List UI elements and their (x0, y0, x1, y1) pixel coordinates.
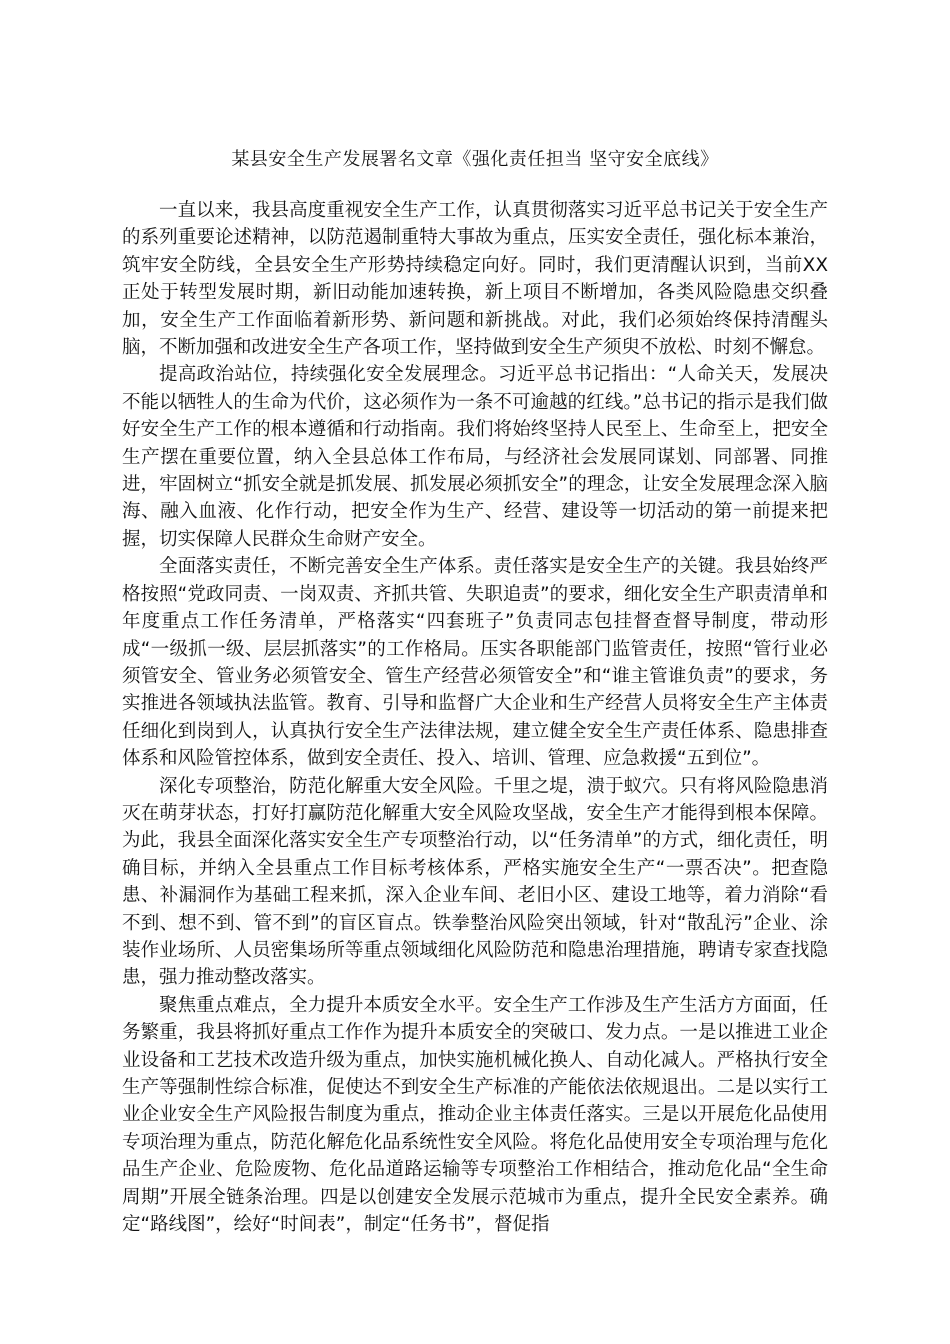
paragraph-key-difficulties: 聚焦重点难点，全力提升本质安全水平。安全生产工作涉及生产生活方方面面，任务繁重，我县将抓好重点工作作为提升本质安全的突破口、发力点。一是以推进工业企业设备和工艺技术改造升级为重点，加快实施机械化换人、自动化减人。严格执行安全生产等强制性综合标准，促使达不到安全生产标准的产能依法依规退出。二是以实行工业企业安全生产风险报告制度为重点，推动企业主体责任落实。三是以开展危化品使用专项治理为重点，防范化解危化品系统性安全风险。将危化品使用安全专项治理与危化品生产企业、危险废物、危化品道路运输等专项整治工作相结合，推动危化品“全生命周期”开展全链条治理。四是以创建安全发展示范城市为重点，提升全民安全素养。确定“路线图”，绘好“时间表”，制定“任务书”，督促指 (122, 994, 828, 1236)
document-title: 某县安全生产发展署名文章《强化责任担当 坚守安全底线》 (231, 149, 719, 170)
paragraph-intro: 一直以来，我县高度重视安全生产工作，认真贯彻落实习近平总书记关于安全生产的系列重要论述精神，以防范遏制重特大事故为重点，压实安全责任，强化标本兼治，筑牢安全防线，全县安全生产形势持续稳定向好。同时，我们更清醒认识到，当前XX正处于转型发展时期，新旧动能加速转换，新上项目不断增加，各类风险隐患交织叠加，安全生产工作面临着新形势、新问题和新挑战。对此，我们必须始终保持清醒头脑，不断加强和改进安全生产各项工作，坚持做到安全生产须臾不放松、时刻不懈怠。 (122, 200, 828, 359)
paragraph-responsibility: 全面落实责任，不断完善安全生产体系。责任落实是安全生产的关键。我县始终严格按照“党政同责、一岗双责、齐抓共管、失职追责”的要求，细化安全生产职责清单和年度重点工作任务清单，严格落实“四套班子”负责同志包挂督查督导制度，带动形成“一级抓一级、层层抓落实”的工作格局。压实各职能部门监管责任，按照“管行业必须管安全、管业务必须管安全、管生产经营必须管安全”和“谁主管谁负责”的要求，务实推进各领域执法监管。教育、引导和监督广大企业和生产经营人员将安全生产主体责任细化到岗到人，认真执行安全生产法律法规，建立健全安全生产责任体系、隐患排查体系和风险管控体系，做到安全责任、投入、培训、管理、应急救援“五到位”。 (122, 556, 828, 770)
document-body (122, 197, 828, 1238)
paragraph-political-stance: 提高政治站位，持续强化安全发展理念。习近平总书记指出：“人命关天，发展决不能以牺牲人的生命为代价，这必须作为一条不可逾越的红线。”总书记的指示是我们做好安全生产工作的根本遵循和行动指南。我们将始终坚持人民至上、生命至上，把安全生产摆在重要位置，纳入全县总体工作布局，与经济社会发展同谋划、同部署、同推进，牢固树立“抓安全就是抓发展、抓发展必须抓安全”的理念，让安全发展理念深入脑海、融入血液、化作行动，把安全作为生产、经营、建设等一切活动的第一前提来把握，切实保障人民群众生命财产安全。 (122, 364, 828, 550)
paragraph-special-rectification: 深化专项整治，防范化解重大安全风险。千里之堤，溃于蚁穴。只有将风险隐患消灭在萌芽状态，打好打赢防范化解重大安全风险攻坚战，安全生产才能得到根本保障。为此，我县全面深化落实安全生产专项整治行动，以“任务清单”的方式，细化责任，明确目标，并纳入全县重点工作目标考核体系，严格实施安全生产“一票否决”。把查隐患、补漏洞作为基础工程来抓，深入企业车间、老旧小区、建设工地等，着力消除“看不到、想不到、管不到”的盲区盲点。铁拳整治风险突出领域，针对“散乱污”企业、涂装作业场所、人员密集场所等重点领域细化风险防范和隐患治理措施，聘请专家查找隐患，强力推动整改落实。 (122, 775, 828, 989)
